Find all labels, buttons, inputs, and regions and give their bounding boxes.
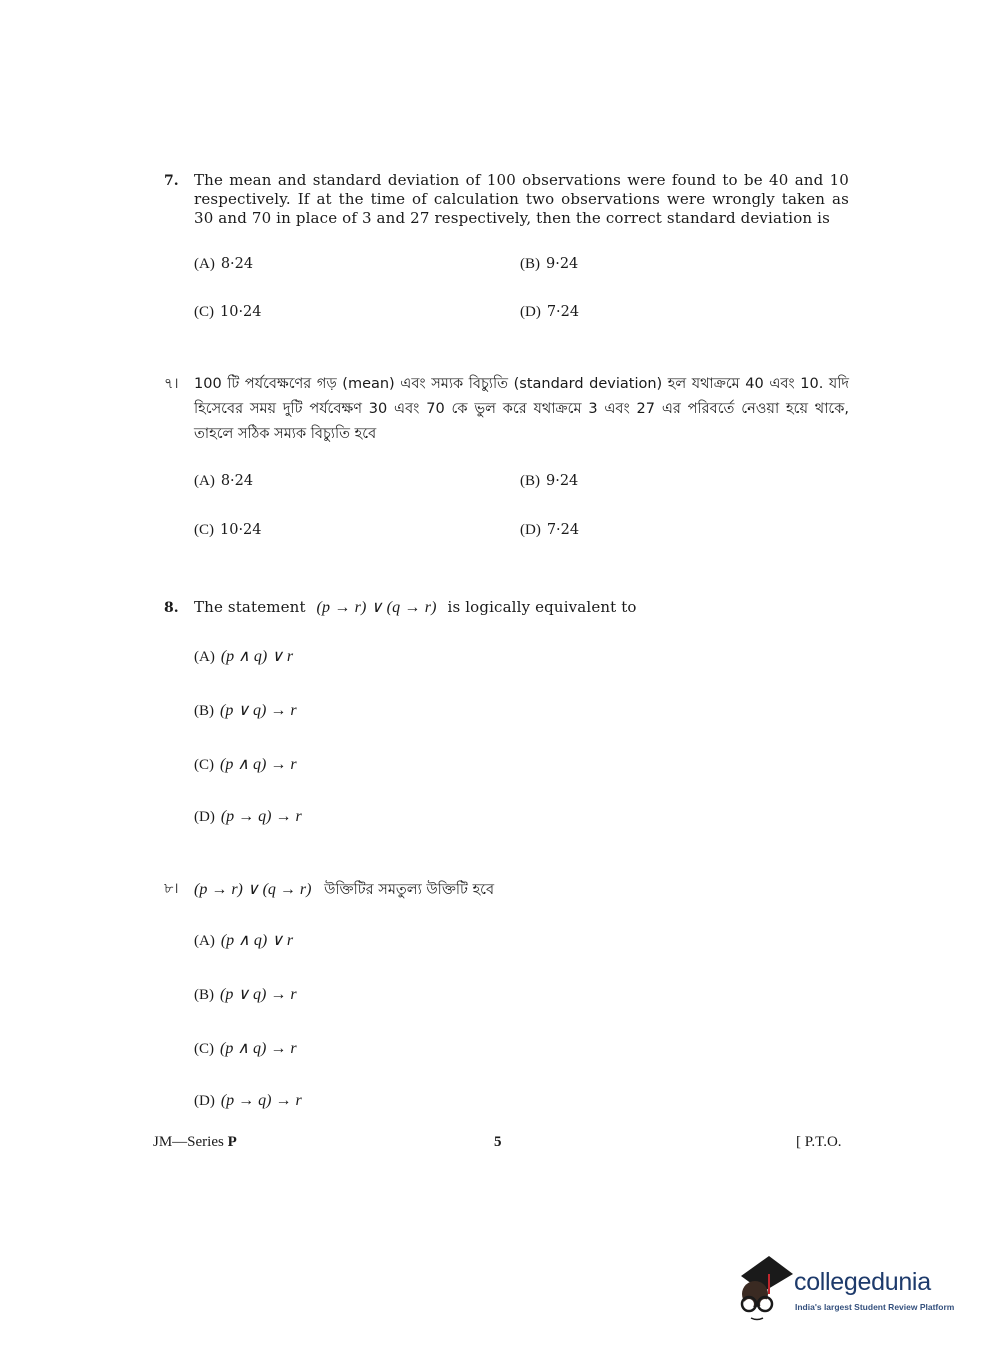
question-7-bn-option-b [520,472,578,490]
option-label: (B) [520,473,540,489]
question-8-bn-expression: (p → r) ∨ (q → r) [194,881,312,898]
option-value: (p → q) → r [220,1092,302,1109]
option-label: (D) [520,522,541,538]
question-8-bn-option-d [194,1092,302,1110]
question-7-bn-number: ৭। [164,376,179,392]
option-label: (B) [194,987,214,1003]
option-label: (A) [194,256,215,272]
option-value: 10·24 [220,304,262,320]
option-value: 9·24 [546,473,579,489]
question-8-bn-option-b [194,986,297,1004]
option-value: (p ∧ q) → r [220,1040,297,1057]
footer-pto: [ P.T.O. [796,1134,842,1150]
question-8-number: 8. [164,600,179,616]
option-label: (D) [194,809,215,825]
question-8-option-c [194,756,297,774]
footer-series-letter: P [227,1134,237,1150]
option-value: (p ∨ q) → r [220,986,297,1003]
option-label: (C) [194,304,214,320]
page-number: 5 [494,1134,502,1150]
option-value: (p ∨ q) → r [220,702,297,719]
option-label: (D) [194,1093,215,1109]
option-label: (A) [194,933,215,949]
question-8-bn-text [194,877,494,903]
footer-series [153,1134,237,1151]
question-7-bn-text: 100 টি পর্যবেক্ষণের গড় (mean) এবং সম্যক বিচ্যুতি (standard deviation) হল যথাক্রমে 40 এবং 10. যদি হিসেবের সময় দুটি পর্যবেক্ষণ 30 এবং 70 কে ভুল করে যথাক্রমে 3 এবং 27 এর পরিবর্তে নেওয়া হয়ে থাকে, তাহলে সঠিক সম্যক বিচ্যুতি হবে [194,376,849,442]
option-label: (A) [194,649,215,665]
collegedunia-mascot-icon [733,1254,793,1324]
option-value: 7·24 [546,522,580,538]
question-8-option-d [194,808,302,826]
option-value: (p ∧ q) → r [220,756,297,773]
option-label: (C) [194,1041,214,1057]
question-7-bn-option-a [194,472,253,490]
option-label: (D) [520,304,541,320]
question-8-option-b [194,702,297,720]
question-7-option-a [194,255,253,273]
question-8-text-after: is logically equivalent to [447,598,637,616]
question-7-text: The mean and standard deviation of 100 observations were found to be 40 and 10 respectively. If at the time of calculation two observations were wrongly taken as 30 and 70 in place of 3 and 27 respectively, then the correct standard deviation is [194,171,849,227]
option-value: 10·24 [220,522,262,538]
option-value: 7·24 [546,304,580,320]
option-value: 8·24 [220,473,254,489]
option-value: (p → q) → r [220,808,302,825]
question-8-bn-text-after: উক্তিটির সমতুল্য উক্তিটি হবে [324,882,495,898]
option-value: (p ∧ q) ∨ r [220,932,294,949]
question-8-option-a [194,648,293,666]
question-8-bn-option-a [194,932,293,950]
option-label: (A) [194,473,215,489]
option-value: 8·24 [220,256,254,272]
question-8-bn-option-c [194,1040,297,1058]
collegedunia-logo-text: collegedunia [794,1268,931,1296]
option-label: (C) [194,757,214,773]
question-7-bn-option-c [194,521,262,539]
question-8-expression: (p → r) ∨ (q → r) [316,599,437,616]
option-label: (B) [194,703,214,719]
option-value: (p ∧ q) ∨ r [220,648,294,665]
question-7-option-c [194,303,262,321]
question-7-bn-option-d [520,521,579,539]
option-value: 9·24 [546,256,579,272]
question-8-text-before: The statement [194,598,306,616]
question-8-text [194,598,637,617]
footer-series-prefix: JM—Series [153,1134,224,1150]
option-label: (B) [520,256,540,272]
question-7-number: 7. [164,173,179,189]
question-7-option-d [520,303,579,321]
option-label: (C) [194,522,214,538]
collegedunia-tagline: India's largest Student Review Platform [795,1302,955,1312]
question-7-option-b [520,255,578,273]
question-8-bn-number: ৮। [164,881,179,897]
